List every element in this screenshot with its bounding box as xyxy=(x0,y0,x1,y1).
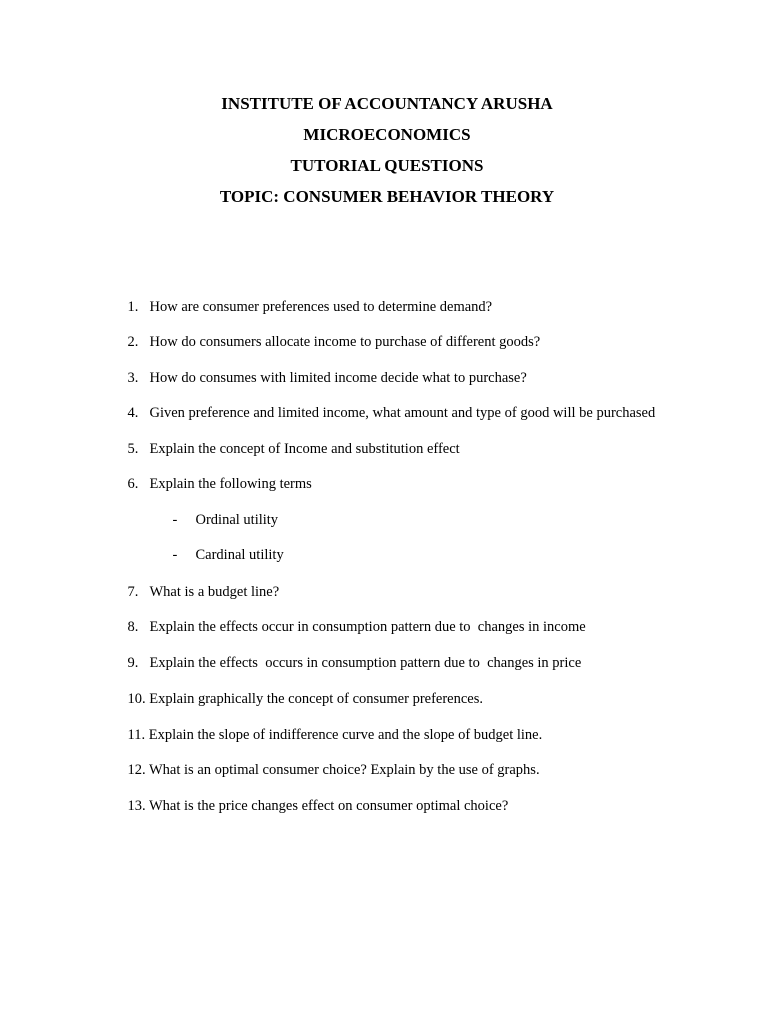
document-type-title: TUTORIAL QUESTIONS xyxy=(290,156,484,175)
question-number: 4. xyxy=(127,405,139,421)
question-text: What is an optimal consumer choice? Explain by the use of graphs. xyxy=(149,762,540,778)
bullet-dash: - xyxy=(172,547,178,563)
question-text: How do consumers allocate income to purchase of different goods? xyxy=(149,334,541,350)
question-number: 5. xyxy=(127,441,139,457)
question-text: Explain the effects occur in consumption pattern due to changes in income xyxy=(149,619,586,635)
institution-title: INSTITUTE OF ACCOUNTANCY ARUSHA xyxy=(221,94,553,113)
question-text: Explain the slope of indifference curve and the slope of budget line. xyxy=(148,727,543,743)
question-number: 3. xyxy=(127,370,139,386)
question-number: 12. xyxy=(127,762,146,778)
question-text: How do consumes with limited income decide what to purchase? xyxy=(149,370,527,386)
question-number: 13. xyxy=(127,798,146,814)
question-number: 7. xyxy=(127,584,139,600)
question-text: Explain the following terms xyxy=(149,476,312,492)
question-number: 6. xyxy=(127,476,139,492)
question-text: Explain the effects occurs in consumption pattern due to changes in price xyxy=(149,655,582,671)
topic-title: TOPIC: CONSUMER BEHAVIOR THEORY xyxy=(219,187,555,206)
question-number: 11. xyxy=(127,727,146,743)
question-number: 2. xyxy=(127,334,139,350)
question-text: What is the price changes effect on consumer optimal choice? xyxy=(149,798,509,814)
question-text: Given preference and limited income, what amount and type of good will be purchased xyxy=(149,405,656,421)
question-text: Explain graphically the concept of consumer preferences. xyxy=(149,691,484,707)
question-text: What is a budget line? xyxy=(149,584,280,600)
course-title: MICROECONOMICS xyxy=(303,125,471,144)
question-number: 9. xyxy=(127,655,139,671)
subitem-text: Ordinal utility xyxy=(195,512,279,528)
question-number: 8. xyxy=(127,619,139,635)
question-number: 1. xyxy=(127,299,139,315)
question-text: How are consumer preferences used to determine demand? xyxy=(149,299,493,315)
question-13 xyxy=(113,779,508,833)
question-number: 10. xyxy=(127,691,146,707)
question-text: Explain the concept of Income and substitution effect xyxy=(149,441,460,457)
subitem-text: Cardinal utility xyxy=(195,547,284,563)
bullet-dash: - xyxy=(172,512,178,528)
